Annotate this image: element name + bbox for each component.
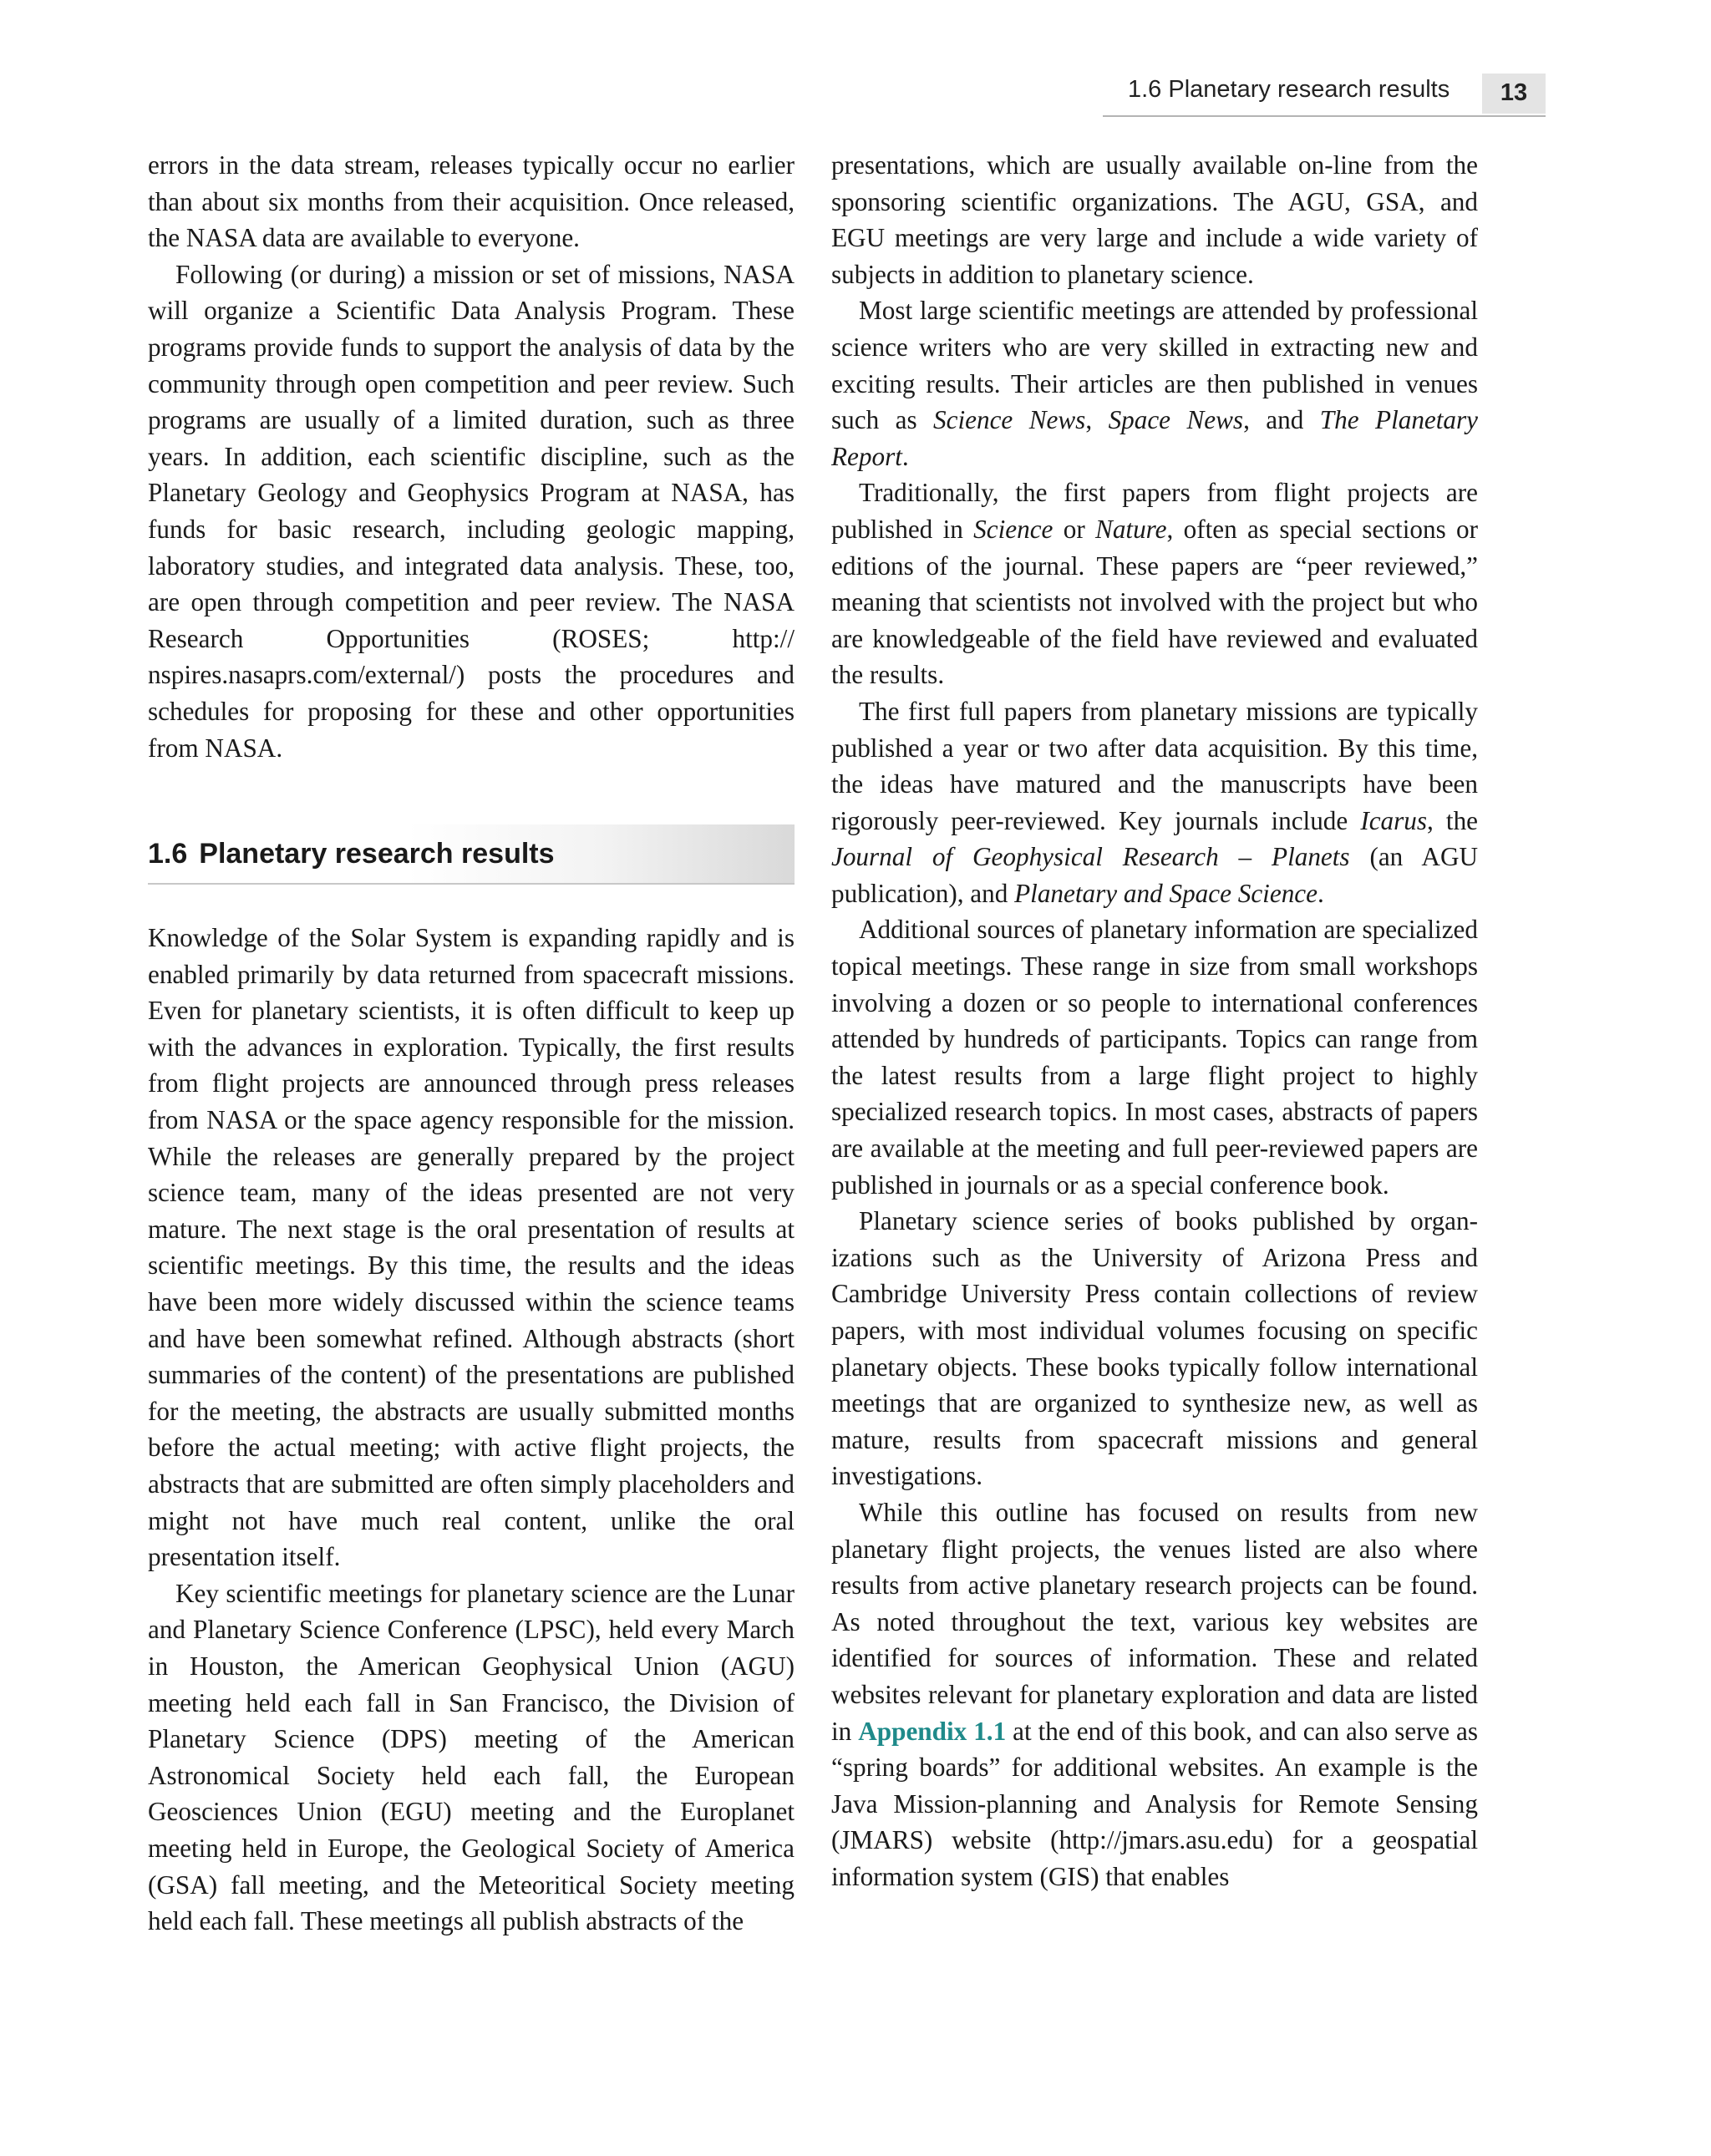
text-run: , and	[1243, 405, 1320, 435]
text-run: , the	[1427, 805, 1479, 835]
paragraph: Following (or during) a mission or set of missions, NASA will organize a Scientific Data Analysis Program. These programs provide funds to support the analysis of data by the community through open competition and peer review. Such programs are usually of a limited duration, such as three years. In addition, each scientific discipline, such as the Planetary Geology and Geophysics Program at NASA, has funds for basic research, including geologic mapping, laboratory studies, and integrated data analysis. These, too, are open through competition and peer review. The NASA Research Opportunities (ROSES; http:// nspires.nasaprs.com/external/) posts the procedures and schedules for proposing for these and other opportunities from NASA.	[148, 259, 795, 763]
text-run: or	[1053, 514, 1096, 544]
paragraph: Key scientific meetings for planetary science are the Lunar and Planetary Science Conference (LPSC), held every March in Houston, the American Geophysical Union (AGU) meeting held each fall in San Francisco, the Division of Planetary Science (DPS) meeting of the American Astronomical Society held each fall, the European Geosciences Union (EGU) meeting and the Europlanet meeting held in Europe, the Geological Society of America (GSA) fall meeting, and the Meteoritical Society meeting held each fall. These meetings all publish abstracts of the	[148, 1578, 795, 1936]
left-column	[148, 147, 795, 1940]
paragraph: Planetary science series of books published by organizations such as the University of Arizona Press and Cambridge University Press contain collections of review papers, with most individual volumes focusing on specific planetary objects. These books typically follow international meetings that are organized to synthesize new, as well as mature, results from spacecraft missions and general investigations.	[831, 1206, 1478, 1491]
paragraph: Knowledge of the Solar System is expanding rapidly and is enabled primarily by data returned from spacecraft missions. Even for planetary scientists, it is often difficult to keep up with the advances in exploration. Typically, the first results from flight projects are announced through press releases from NASA or the space agency responsible for the mission. While the releases are generally prepared by the project science team, many of the ideas presented are not very mature. The next stage is the oral presentation of results at scientific meetings. By this time, the results and the ideas have been more widely discussed within the science teams and have been somewhat refined. Although abstracts (short summaries of the content) of the presentations are published for the meeting, the abstracts are usually submitted months before the actual meeting; with active flight projects, the abstracts that are submitted are often simply placeholders and might not have much real content, unlike the oral presentation itself.	[148, 923, 795, 1572]
text-run: ,	[1085, 405, 1109, 435]
publication-title: Space News	[1108, 405, 1244, 435]
publication-title: The Planetary Report	[831, 405, 1479, 471]
paragraph	[831, 1494, 1478, 1895]
text-run: The first full papers from planetary missions are typically published a year or two after data acquisition. By this time, the ideas have matured and the manuscripts have been rigorously peer-reviewed. Key journals include	[831, 696, 1478, 835]
text-run: Most large scientific meetings are attended by professional science writers who are very skilled in extracting new and exciting results. Their articles are then published in venues such as	[831, 296, 1478, 435]
text-run: .	[901, 441, 909, 471]
paragraph: errors in the data stream, releases typically occur no earlier than about six months from their acquisition. Once released, the NASA data are available to everyone.	[148, 150, 795, 253]
text-run: .	[1317, 878, 1324, 908]
page-number: 13	[1482, 74, 1546, 114]
paragraph: Additional sources of planetary information are specialized topical meetings. These range in size from small workshops involving a dozen or so people to international conferences attended by hundreds of participants. Topics can range from the latest results from a large flight project to highly specialized research topics. In most cases, abstracts of papers are available at the meeting and full peer-reviewed papers are published in journals or as a special conference book.	[831, 915, 1478, 1200]
running-head	[1103, 74, 1546, 117]
paragraph	[831, 474, 1478, 693]
section-number: 1.6	[148, 838, 188, 870]
journal-title: Icarus	[1360, 805, 1428, 835]
publication-title: Science	[973, 514, 1054, 544]
appendix-link[interactable]: Appendix 1.1	[858, 1716, 1007, 1746]
text-run: While this outline has focused on results from new planetary flight projects, the venues listed are also where results from active planetary research projects can be found. As noted throughout the text, various key websites are identified for sources of information. These and related websites relevant for planetary exploration and data are listed in	[831, 1497, 1478, 1746]
right-column	[831, 147, 1478, 1895]
publication-title: Nature	[1095, 514, 1167, 544]
running-head-section-label: 1.6 Planetary research results	[1128, 76, 1450, 103]
paragraph	[831, 292, 1478, 474]
journal-title: Planetary and Space Science	[1014, 878, 1318, 908]
text-run: , often as special sections or editions of the journal. These papers are “peer reviewed,” meaning that scientists not involved with the project but who are knowledgeable of the field have reviewed and evaluated the results.	[831, 514, 1478, 690]
journal-title: Journal of Geophysical Research – Planets	[831, 842, 1350, 872]
text-run: Traditionally, the first papers from flight projects are published in	[831, 478, 1478, 544]
section-title: Planetary research results	[199, 838, 555, 870]
publication-title: Science News	[933, 405, 1086, 435]
paragraph	[831, 693, 1478, 912]
text-run: (an AGU publication), and	[831, 842, 1478, 908]
paragraph: presentations, which are usually available on-line from the sponsoring scientific organizations. The AGU, GSA, and EGU meetings are very large and include a wide variety of subjects in addition to planetary science.	[831, 150, 1478, 289]
text-run: at the end of this book, and can also serve as “spring boards” for additional websites. An example is the Java Mission-planning and Analysis for Remote Sensing (JMARS) website (http://jmars.asu.edu) for a geospatial information system (GIS) that enables	[831, 1716, 1478, 1891]
section-heading	[148, 824, 795, 885]
